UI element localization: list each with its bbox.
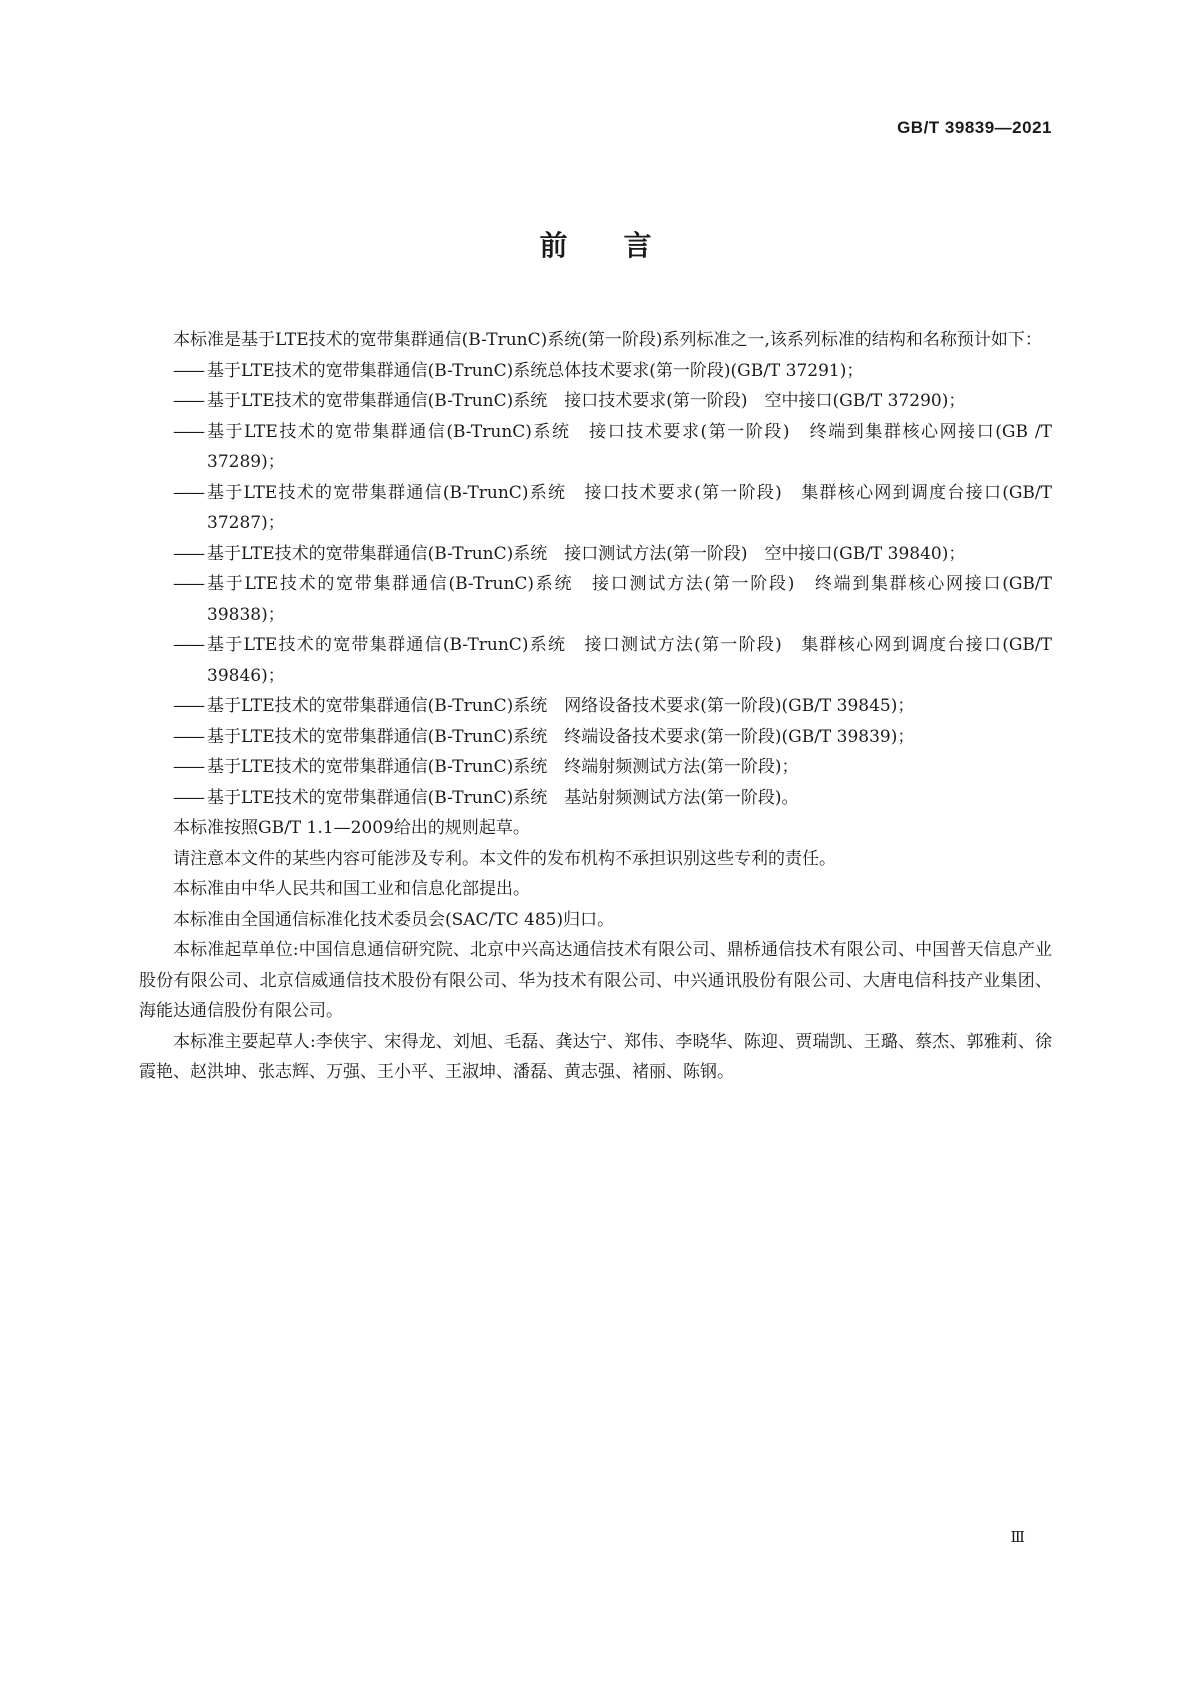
list-item bbox=[139, 752, 1052, 783]
patent-notice-paragraph: 请注意本文件的某些内容可能涉及专利。本文件的发布机构不承担识别这些专利的责任。 bbox=[173, 848, 836, 869]
list-item bbox=[139, 691, 1052, 722]
proposer-paragraph: 本标准由中华人民共和国工业和信息化部提出。 bbox=[173, 879, 530, 899]
list-item bbox=[139, 569, 1052, 630]
dash-mark: —— bbox=[173, 787, 203, 808]
standard-code: GB/T 39839—2021 bbox=[897, 118, 1052, 137]
list-item bbox=[139, 478, 1052, 539]
drafters-paragraph: 本标准主要起草人:李侠宇、宋得龙、刘旭、毛磊、龚达宁、郑伟、李晓华、陈迎、贾瑞凯、王璐、蔡杰、郭雅莉、徐霞艳、赵洪坤、张志辉、万强、王小平、王淑坤、潘磊、黄志强、褚丽、陈钢。 bbox=[139, 1031, 1052, 1082]
list-item-text: 基于LTE技术的宽带集群通信(B-TrunC)系统 终端设备技术要求(第一阶段)(GB/T 39839)； bbox=[207, 726, 915, 747]
dash-mark: —— bbox=[173, 696, 203, 716]
dash-mark: —— bbox=[173, 482, 203, 503]
list-item bbox=[139, 386, 1052, 417]
dash-mark: —— bbox=[173, 726, 203, 747]
dash-mark: —— bbox=[173, 543, 203, 564]
list-item-text: 基于LTE技术的宽带集群通信(B-TrunC)系统 接口技术要求(第一阶段) 集群核心网到调度台接口(GB/T 37287)； bbox=[207, 482, 1052, 533]
list-item-text: 基于LTE技术的宽带集群通信(B-TrunC)系统 接口技术要求(第一阶段) 终端到集群核心网接口(GB /T 37289)； bbox=[207, 421, 1052, 472]
dash-mark: —— bbox=[173, 391, 203, 411]
list-item-text: 基于LTE技术的宽带集群通信(B-TrunC)系统 接口测试方法(第一阶段) 集群核心网到调度台接口(GB/T 39846)； bbox=[207, 635, 1052, 686]
dash-mark: —— bbox=[173, 421, 203, 442]
dash-mark: —— bbox=[173, 757, 203, 777]
list-item bbox=[139, 417, 1052, 478]
intro-paragraph: 本标准是基于LTE技术的宽带集群通信(B-TrunC)系统(第一阶段)系列标准之一,该系列标准的结构和名称预计如下： bbox=[173, 330, 1042, 350]
list-item bbox=[139, 783, 1052, 814]
drafting-units-paragraph: 本标准起草单位:中国信息通信研究院、北京中兴高达通信技术有限公司、鼎桥通信技术有限公司、中国普天信息产业股份有限公司、北京信威通信技术股份有限公司、华为技术有限公司、中兴通讯股份有限公司、大唐电信科技产业集团、海能达通信股份有限公司。 bbox=[139, 940, 1052, 1021]
list-item-text: 基于LTE技术的宽带集群通信(B-TrunC)系统 网络设备技术要求(第一阶段)(GB/T 39845)； bbox=[207, 696, 915, 716]
dash-mark: —— bbox=[173, 635, 203, 655]
dash-mark: —— bbox=[173, 574, 203, 594]
page-number: Ⅲ bbox=[1010, 1528, 1025, 1546]
list-item bbox=[139, 356, 1052, 387]
list-item-text: 基于LTE技术的宽带集群通信(B-TrunC)系统 接口测试方法(第一阶段) 终端到集群核心网接口(GB/T 39838)； bbox=[207, 574, 1052, 625]
series-list bbox=[139, 356, 1052, 814]
dash-mark: —— bbox=[173, 360, 203, 381]
list-item-text: 基于LTE技术的宽带集群通信(B-TrunC)系统 终端射频测试方法(第一阶段)； bbox=[207, 757, 799, 777]
list-item bbox=[139, 722, 1052, 753]
list-item-text: 基于LTE技术的宽带集群通信(B-TrunC)系统 接口测试方法(第一阶段) 空中接口(GB/T 39840)； bbox=[207, 543, 966, 564]
list-item-text: 基于LTE技术的宽带集群通信(B-TrunC)系统总体技术要求(第一阶段)(GB/T 37291)； bbox=[207, 360, 864, 381]
page-title: 前 言 bbox=[539, 229, 652, 262]
list-item bbox=[139, 539, 1052, 570]
list-item-text: 基于LTE技术的宽带集群通信(B-TrunC)系统 基站射频测试方法(第一阶段)。 bbox=[207, 787, 799, 808]
list-item-text: 基于LTE技术的宽带集群通信(B-TrunC)系统 接口技术要求(第一阶段) 空中接口(GB/T 37290)； bbox=[207, 391, 966, 411]
committee-paragraph: 本标准由全国通信标准化技术委员会(SAC/TC 485)归口。 bbox=[173, 909, 615, 930]
foreword-body bbox=[139, 325, 1052, 1088]
list-item bbox=[139, 630, 1052, 691]
drafting-rule-paragraph: 本标准按照GB/T 1.1—2009给出的规则起草。 bbox=[173, 818, 530, 838]
